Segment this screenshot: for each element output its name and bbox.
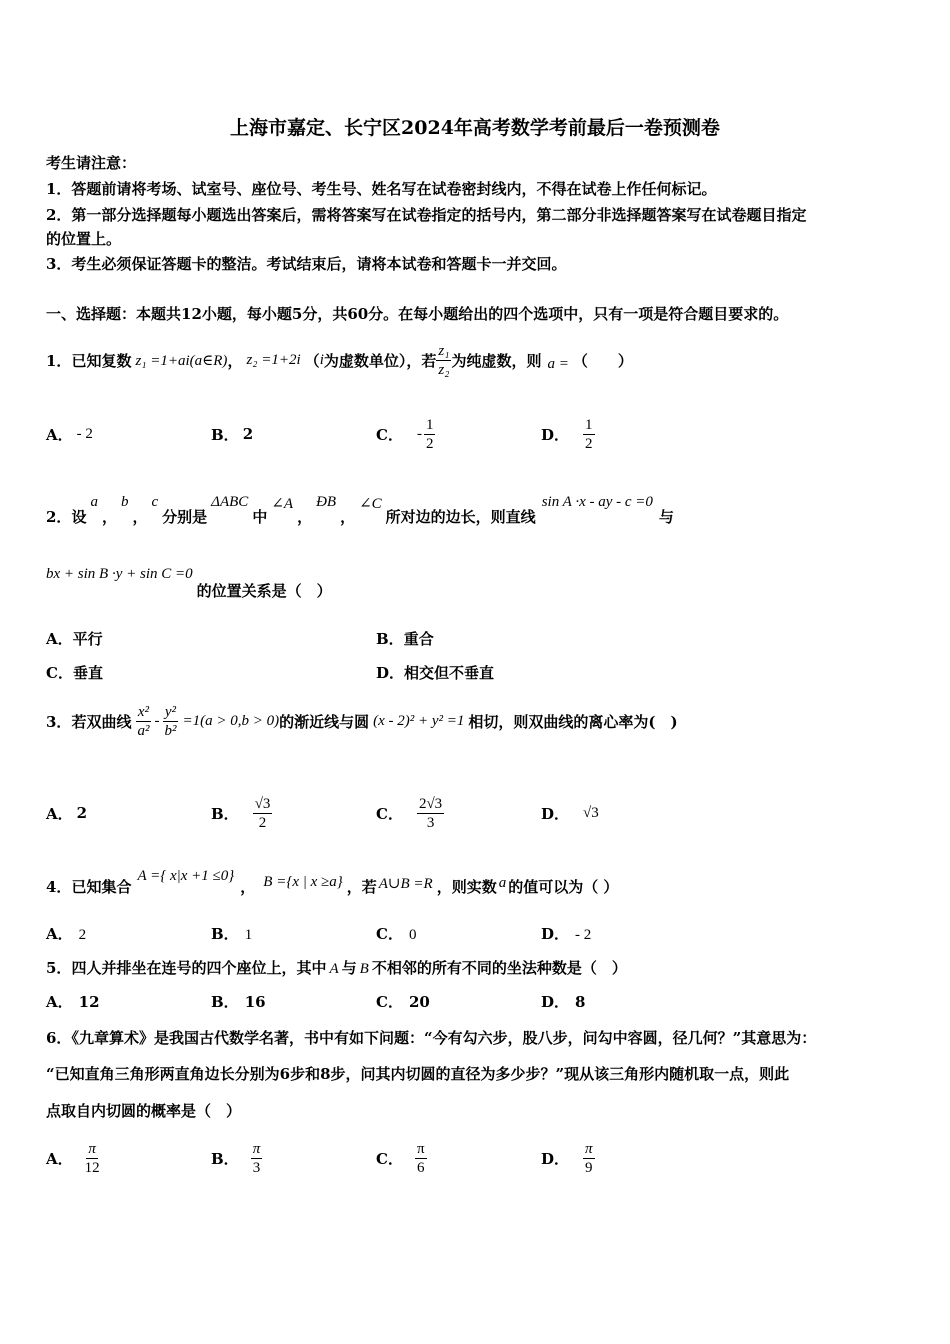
notice-line-1: 1．答题前请将考场、试室号、座位号、考生号、姓名写在试卷密封线内，不得在试卷上作任何标记。 [46, 180, 717, 198]
q6-option-b[interactable]: B． $\frac{\pi}{3}$ [211, 1140, 261, 1176]
question-1 [46, 336, 633, 384]
question-6-line-2: “已知直角三角形两直角边长分别为6步和8步，问其内切圆的直径为多少步？”现从该三角形内随机取一点，则此 [46, 1065, 790, 1083]
notice-line-2: 2．第一部分选择题每小题选出答案后，需将答案写在试卷指定的括号内，第二部分非选择题答案写在试卷题目指定 [46, 206, 807, 224]
fraction-x2-a2: $\frac{\text{x²}}{\text{a²}}$ [137, 703, 150, 739]
q1-option-d[interactable]: D． $\frac{1}{2}$ [541, 416, 593, 452]
math-a: a = [547, 355, 569, 372]
math-i: i [319, 351, 324, 368]
notice-line-3: 3．考生必须保证答题卡的整洁。考试结束后，请将本试卷和答题卡一并交回。 [46, 255, 567, 273]
question-text: 为纯虚数，则 [451, 351, 542, 370]
math-a: a [90, 494, 98, 510]
q6-option-a[interactable]: A． $\frac{\pi}{12}$ [46, 1140, 100, 1176]
q5-option-c[interactable]: C． 20 [376, 993, 430, 1011]
math-union: A∪B =R [378, 876, 433, 892]
q1-option-b[interactable]: B． 2 [211, 425, 254, 444]
math-b: b [120, 494, 129, 510]
math-z1: z₁ =1+ai(a∈R) [135, 352, 228, 369]
question-number: 4． [46, 878, 72, 896]
question-number: 6． [46, 1029, 72, 1047]
q2-option-d[interactable]: D．相交但不垂直 [376, 664, 495, 682]
q1-option-c[interactable]: C． - $\frac{1}{2}$ [376, 416, 434, 452]
notice-heading: 考生请注意： [46, 154, 137, 172]
q6-option-c[interactable]: C． $\frac{\pi}{6}$ [376, 1140, 425, 1176]
math-b: B [359, 961, 369, 977]
math-hyperbola: =1(a > 0,b > 0) [182, 712, 280, 729]
fraction-y2-b2: $\frac{\text{y²}}{\text{b²}}$ [164, 703, 177, 739]
math-a: a [498, 875, 507, 891]
fraction-z1-z2: $\frac{\text{z₁}}{\text{z₂}}$ [438, 342, 450, 378]
q4-option-b[interactable]: B． 1 [211, 925, 253, 943]
math-triangle: ΔABC [211, 494, 249, 510]
q2-option-c[interactable]: C．垂直 [46, 664, 103, 682]
q4-option-d[interactable]: D． - 2 [541, 925, 592, 943]
question-number: 3． [46, 712, 72, 731]
q3-option-c[interactable]: C． $\frac{2√3}{3}$ [376, 795, 443, 831]
math-set-b: B ={x | x ≥a} [263, 874, 343, 890]
q4-option-a[interactable]: A． 2 [46, 925, 87, 943]
question-2-cont: bx + sin B ·y + sin C =0 的位置关系是（ ） [46, 566, 332, 600]
q5-option-a[interactable]: A． 12 [46, 993, 100, 1011]
math-line-1: sin A ·x - ay - c =0 [541, 494, 653, 510]
math-angle-c: ∠C [359, 496, 382, 512]
question-text: （ [304, 351, 320, 370]
math-line-2: bx + sin B ·y + sin C =0 [46, 566, 193, 582]
question-text: 已知复数 [71, 351, 132, 370]
question-text: 为虚数单位），若 [323, 351, 437, 370]
math-a: A [329, 961, 339, 977]
q6-option-d[interactable]: D． $\frac{\pi}{9}$ [541, 1140, 593, 1176]
question-text: ， [227, 351, 243, 370]
q1-option-a[interactable]: A． - 2 [46, 425, 93, 444]
q4-option-c[interactable]: C． 0 [376, 925, 417, 943]
section-heading: 一、选择题：本题共12小题，每小题5分，共60分。在每小题给出的四个选项中，只有一项是符合题目要求的。 [46, 305, 789, 323]
question-6: 6．《九章算术》是我国古代数学名著，书中有如下问题：“今有勾六步，股八步，问勾中容圆，径几何？”其意思为： [46, 1029, 817, 1047]
question-number: 2． [46, 508, 72, 526]
question-2: 2． 设 a ， b ， c 分别是 ΔABC 中 ∠A ， ÐB ， ∠C 所对边的边长，则直线 sin A ·x - ay - c =0 与 [46, 494, 674, 526]
page-title: 上海市嘉定、长宁区2024年高考数学考前最后一卷预测卷 [230, 117, 720, 139]
q5-option-d[interactable]: D． 8 [541, 993, 586, 1011]
answer-bracket: （ ） [572, 351, 633, 370]
q3-option-d[interactable]: D． √3 [541, 804, 599, 823]
math-z2: z₂ =1+2i [246, 351, 301, 368]
question-number: 5． [46, 959, 72, 977]
math-c: c [151, 494, 159, 510]
math-angle-a: ∠A [271, 496, 294, 512]
q2-option-a[interactable]: A．平行 [46, 630, 103, 648]
math-circle: (x - 2)² + y² =1 [373, 712, 465, 729]
question-3: 3． 若双曲线 $\frac{\text{x²}}{\text{a²}}$ - $\frac{\text{y²}}{\text{b²}}$ =1(a > 0,b > 0) 的渐近线与圆 (x - 2)² + y² =1 相切，则双曲线的离心率为( ) [46, 703, 678, 739]
q2-option-b[interactable]: B．重合 [376, 630, 434, 648]
math-set-a: A ={ x|x +1 ≤0} [137, 868, 235, 884]
question-6-line-3: 点取自内切圆的概率是（ ） [46, 1102, 242, 1120]
q3-option-b[interactable]: B． $\frac{√3}{2}$ [211, 795, 271, 831]
q5-option-b[interactable]: B． 16 [211, 993, 266, 1011]
notice-line-2-cont: 的位置上。 [46, 230, 122, 248]
math-angle-b: ÐB [316, 494, 337, 510]
question-5: 5．四人并排坐在连号的四个座位上，其中 A 与 B 不相邻的所有不同的坐法种数是（ ） [46, 959, 627, 977]
question-4: 4． 已知集合 A ={ x|x +1 ≤0} ， B ={x | x ≥a} ，若 A∪B =R ，则实数 a 的值可以为（ ） [46, 868, 619, 896]
question-number: 1． [46, 351, 72, 370]
q3-option-a[interactable]: A． 2 [46, 804, 88, 823]
